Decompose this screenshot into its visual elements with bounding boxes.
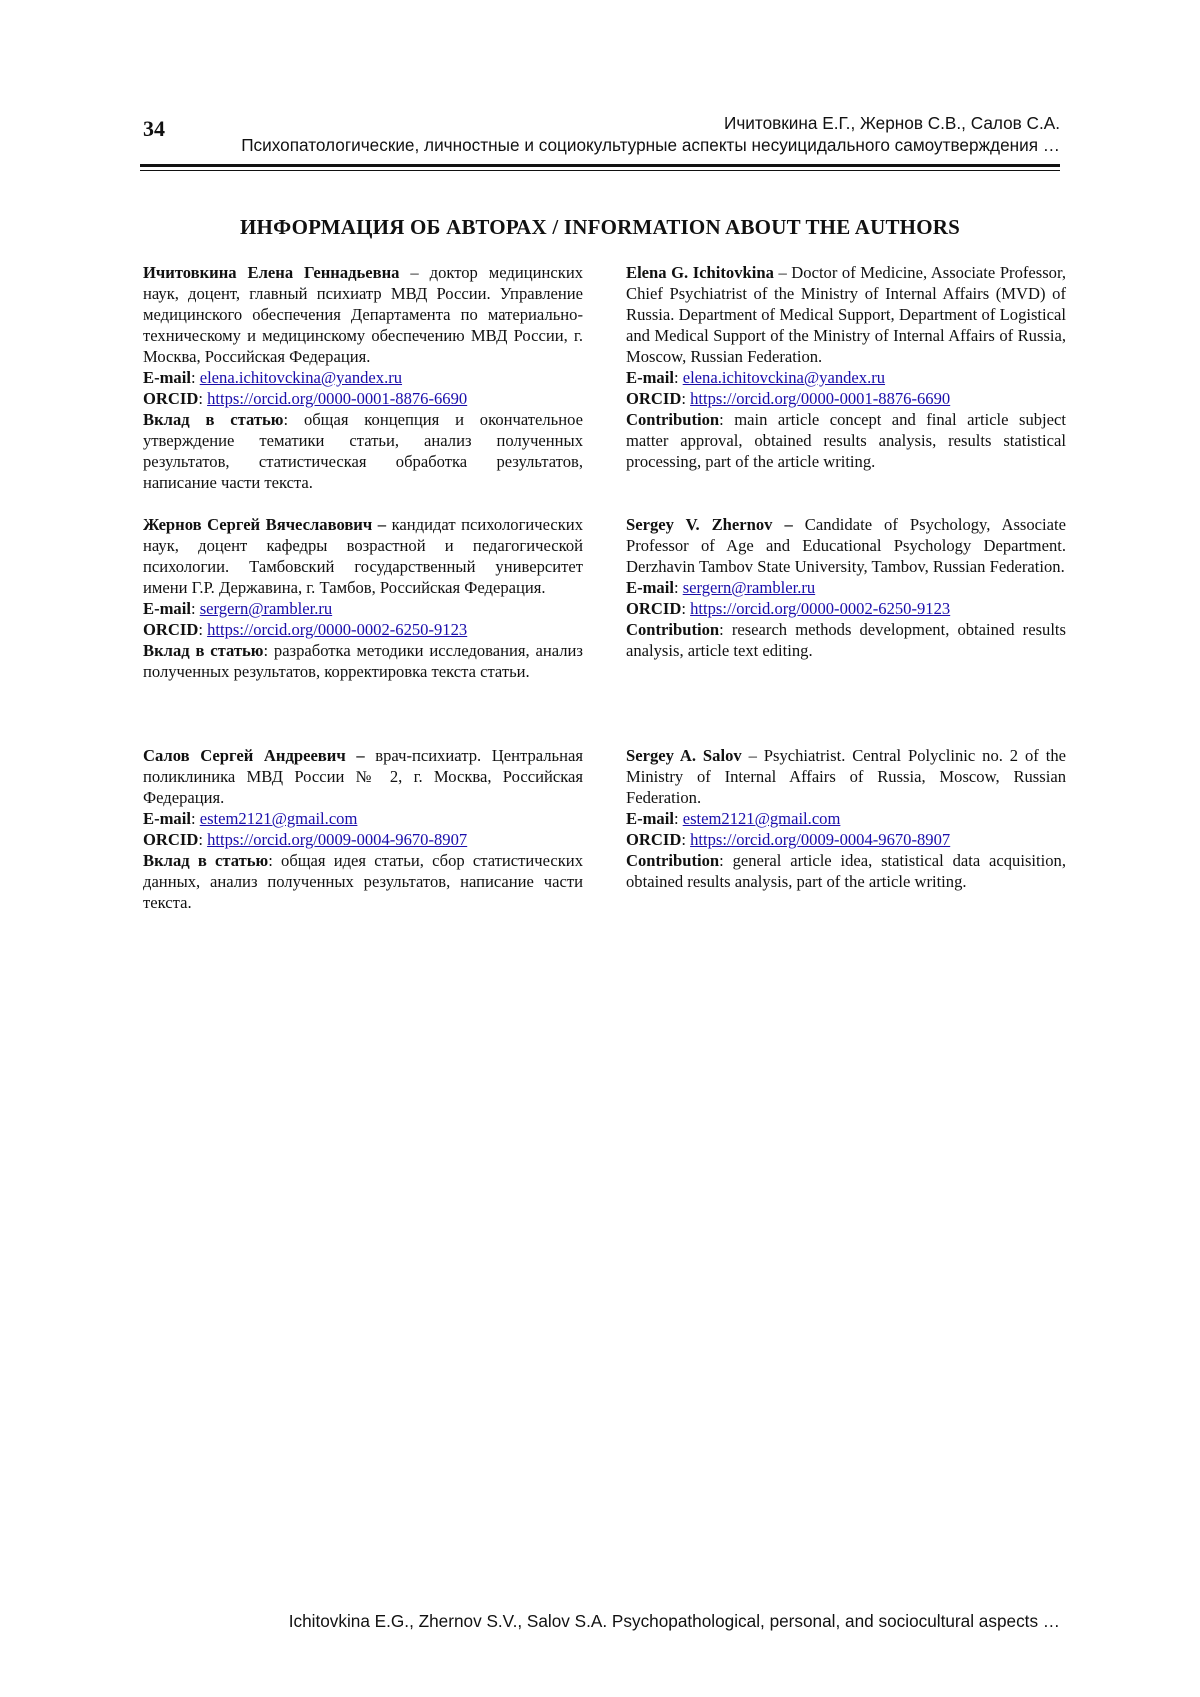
email-link[interactable]: estem2121@gmail.com	[682, 809, 841, 828]
orcid-label: ORCID	[143, 620, 199, 639]
contribution-label: Вклад в статью	[143, 851, 269, 870]
running-footer: Ichitovkina E.G., Zhernov S.V., Salov S.A. Psychopathological, personal, and sociocultural aspects …	[288, 1611, 1060, 1631]
contribution-label: Contribution	[626, 851, 720, 870]
email-label: E-mail	[626, 809, 674, 828]
author-name: Elena G. Ichitovkina	[626, 263, 774, 282]
author-bio: врач-психиатр. Центральная поликлиника МВД России № 2, г. Москва, Российская Федерация.	[143, 746, 584, 807]
email-link[interactable]: sergern@rambler.ru	[199, 599, 333, 618]
email-link[interactable]: elena.ichitovckina@yandex.ru	[682, 368, 886, 387]
author-bio: – Psychiatrist. Central Polyclinic no. 2 of the Ministry of Internal Affairs of Russia, Moscow, Russian Federation.	[626, 746, 1066, 807]
author-2-en: Sergey V. Zhernov – Candidate of Psychology, Associate Professor of Age and Educational Psychology Department. Derzhavin Tambov State University, Tambov, Russian Federation. E-mail: sergern@rambler.ru ORCID: https://orcid.org/0000-0002-6250-9123 Contribution: research methods development, obtained results analysis, article text editing.	[626, 515, 1067, 660]
contribution-label: Contribution	[626, 620, 720, 639]
contribution-text: : общая идея статьи, сбор статистических данных, анализ полученных результатов, написание части текста.	[143, 851, 583, 912]
header-rule-thick	[140, 164, 1060, 167]
header-rule-thin	[140, 170, 1060, 171]
author-1-ru: Ичитовкина Елена Геннадьевна – доктор медицинских наук, доцент, главный психиатр МВД России. Управление медицинского обеспечения Департамента по материально-техническому и медицинскому обеспечению МВД России, г. Москва, Российская Федерация. E-mail: elena.ichitovckina@yandex.ru ORCID: https://orcid.org/0000-0001-8876-6690 Вклад в статью: общая концепция и окончательное утверждение тематики статьи, анализ полученных результатов, статистическая обработка результатов, написание части текста.	[143, 263, 583, 492]
orcid-label: ORCID	[626, 599, 682, 618]
author-bio: кандидат психологических наук, доцент кафедры возрастной и педагогической психологии. Тамбовский государственный университет имени Г.Р. Державина, г. Тамбов, Российская Федерация.	[143, 515, 583, 597]
email-label: E-mail	[626, 368, 674, 387]
author-name: Ичитовкина Елена Геннадьевна	[143, 263, 400, 282]
orcid-link[interactable]: https://orcid.org/0000-0001-8876-6690	[690, 389, 951, 408]
contribution-text: : general article idea, statistical data acquisition, obtained results analysis, part of the article writing.	[626, 851, 1066, 891]
author-name: Салов Сергей Андреевич –	[143, 746, 365, 765]
author-bio: – Doctor of Medicine, Associate Professor, Chief Psychiatrist of the Ministry of Internal Affairs (MVD) of Russia. Department of Medical Support, Department of Logistical and Medical Support of the Ministry of Internal Affairs of Russia, Moscow, Russian Federation.	[626, 263, 1066, 366]
contribution-label: Contribution	[626, 410, 720, 429]
orcid-link[interactable]: https://orcid.org/0009-0004-9670-8907	[207, 830, 468, 849]
email-label: E-mail	[143, 599, 191, 618]
orcid-link[interactable]: https://orcid.org/0000-0002-6250-9123	[207, 620, 468, 639]
email-link[interactable]: estem2121@gmail.com	[199, 809, 358, 828]
contribution-label: Вклад в статью	[143, 410, 284, 429]
orcid-link[interactable]: https://orcid.org/0000-0002-6250-9123	[690, 599, 951, 618]
orcid-label: ORCID	[143, 389, 199, 408]
author-bio: Candidate of Psychology, Associate Professor of Age and Educational Psychology Department. Derzhavin Tambov State University, Tambov, Russian Federation.	[626, 515, 1067, 576]
author-name: Sergey V. Zhernov –	[626, 515, 793, 534]
contribution-text: : общая концепция и окончательное утверждение тематики статьи, анализ полученных результатов, статистическая обработка результатов, написание части текста.	[143, 410, 583, 492]
email-label: E-mail	[626, 578, 674, 597]
author-3-en: Sergey A. Salov – Psychiatrist. Central Polyclinic no. 2 of the Ministry of Internal Affairs of Russia, Moscow, Russian Federation. E-mail: estem2121@gmail.com ORCID: https://orcid.org/0009-0004-9670-8907 Contribution: general article idea, statistical data acquisition, obtained results analysis, part of the article writing.	[626, 746, 1066, 891]
email-link[interactable]: elena.ichitovckina@yandex.ru	[199, 368, 403, 387]
contribution-text: : main article concept and final article subject matter approval, obtained results analysis, results statistical processing, part of the article writing.	[626, 410, 1066, 471]
author-2-ru: Жернов Сергей Вячеславович – кандидат психологических наук, доцент кафедры возрастной и педагогической психологии. Тамбовский государственный университет имени Г.Р. Державина, г. Тамбов, Российская Федерация. E-mail: sergern@rambler.ru ORCID: https://orcid.org/0000-0002-6250-9123 Вклад в статью: разработка методики исследования, анализ полученных результатов, корректировка текста статьи.	[143, 515, 583, 681]
orcid-label: ORCID	[143, 830, 199, 849]
author-bio: – доктор медицинских наук, доцент, главный психиатр МВД России. Управление медицинского обеспечения Департамента по материально-техническому и медицинскому обеспечению МВД России, г. Москва, Российская Федерация.	[143, 263, 583, 366]
orcid-label: ORCID	[626, 389, 682, 408]
author-3-ru: Салов Сергей Андреевич – врач-психиатр. Центральная поликлиника МВД России № 2, г. Москва, Российская Федерация. E-mail: estem2121@gmail.com ORCID: https://orcid.org/0009-0004-9670-8907 Вклад в статью: общая идея статьи, сбор статистических данных, анализ полученных результатов, написание части текста.	[143, 746, 584, 912]
header-authors: Ичитовкина Е.Г., Жернов С.В., Салов С.А.	[724, 113, 1060, 133]
contribution-text: : research methods development, obtained results analysis, article text editing.	[626, 620, 1066, 660]
orcid-link[interactable]: https://orcid.org/0009-0004-9670-8907	[690, 830, 951, 849]
author-name: Sergey A. Salov	[626, 746, 742, 765]
page-number: 34	[143, 116, 165, 141]
contribution-text: : разработка методики исследования, анализ полученных результатов, корректировка текста статьи.	[143, 641, 583, 681]
email-label: E-mail	[143, 368, 191, 387]
author-1-en: Elena G. Ichitovkina – Doctor of Medicine, Associate Professor, Chief Psychiatrist of the Ministry of Internal Affairs (MVD) of Russia. Department of Medical Support, Department of Logistical and Medical Support of the Ministry of Internal Affairs of Russia, Moscow, Russian Federation. E-mail: elena.ichitovckina@yandex.ru ORCID: https://orcid.org/0000-0001-8876-6690 Contribution: main article concept and final article subject matter approval, obtained results analysis, results statistical processing, part of the article writing.	[626, 263, 1066, 471]
orcid-label: ORCID	[626, 830, 682, 849]
orcid-link[interactable]: https://orcid.org/0000-0001-8876-6690	[207, 389, 468, 408]
header-title: Психопатологические, личностные и социокультурные аспекты несуицидального самоутверждения …	[241, 135, 1060, 155]
running-header	[241, 112, 1060, 156]
section-title: ИНФОРМАЦИЯ ОБ АВТОРАХ / INFORMATION ABOUT THE AUTHORS	[240, 215, 960, 239]
author-name: Жернов Сергей Вячеславович –	[143, 515, 387, 534]
contribution-label: Вклад в статью	[143, 641, 264, 660]
email-label: E-mail	[143, 809, 191, 828]
email-link[interactable]: sergern@rambler.ru	[682, 578, 816, 597]
